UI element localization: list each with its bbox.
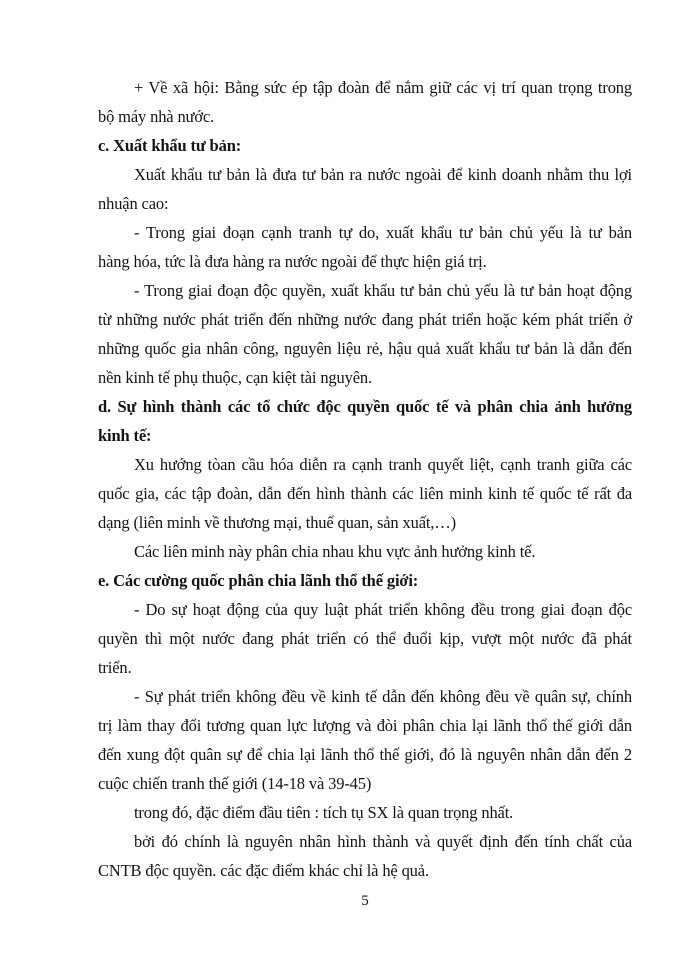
text-line: bộ máy nhà nước. [98,107,215,126]
paragraph [98,595,632,682]
text-line: quyền thì một nước đang phát triển có thể đuổi kịp, vượt một nước đã phát [98,629,632,648]
text-line: bởi đó chính là nguyên nhân hình thành và quyết định đến tính chất của [134,832,632,851]
text-line: trong đó, đặc điểm đầu tiên : tích tụ SX là quan trọng nhất. [134,803,514,822]
text-line: dạng (liên minh về thương mại, thuế quan, sản xuất,…) [98,513,456,532]
text-line: + Về xã hội: Bằng sức ép tập đoàn để nắm giữ các vị trí quan trọng trong [134,78,632,97]
text-line: hàng hóa, tức là đưa hàng ra nước ngoài để thực hiện giá trị. [98,252,487,271]
text-line: từ những nước phát triển đến những nước đang phát triển hoặc kém phát triển ở [98,310,632,329]
text-line: Các liên minh này phân chia nhau khu vực ảnh hưởng kinh tế. [134,542,536,561]
page-footer [98,891,632,911]
text-line: Xuất khẩu tư bản là đưa tư bản ra nước ngoài để kinh doanh nhằm thu lợi [134,165,632,184]
text-line: Xu hướng tòan cầu hóa diễn ra cạnh tranh quyết liệt, cạnh tranh giữa các [134,455,632,474]
text-line: CNTB độc quyền. các đặc điểm khác chỉ là hệ quả. [98,861,429,880]
paragraph [98,798,632,827]
document-body [98,73,632,885]
text-line: quốc gia, các tập đoàn, dẫn đến hình thành các liên minh kinh tế quốc tế rất đa [98,484,632,503]
section-heading [98,392,632,450]
paragraph [98,160,632,218]
text-line: - Trong giai đoạn độc quyền, xuất khẩu tư bản chủ yếu là tư bản hoạt động [134,281,632,300]
text-line: - Do sự hoạt động của quy luật phát triển không đều trong giai đoạn độc [134,600,632,619]
section-heading [98,566,632,595]
text-line: cuộc chiến tranh thế giới (14-18 và 39-45) [98,774,372,793]
text-line: c. Xuất khẩu tư bản: [98,136,242,155]
paragraph [98,73,632,131]
text-line: triển. [98,658,132,677]
text-line: những quốc gia nhân công, nguyên liệu rẻ, hậu quả xuất khẩu tư bản là dẫn đến [98,339,632,358]
paragraph [98,218,632,276]
text-line: e. Các cường quốc phân chia lãnh thổ thế giới: [98,571,419,590]
text-line: đến xung đột quân sự để chia lại lãnh thổ thế giới, đó là nguyên nhân dẫn đến 2 [98,745,632,764]
text-line: trị làm thay đổi tương quan lực lượng và đòi phân chia lại lãnh thổ thế giới dẫn [98,716,632,735]
page-number: 5 [361,893,369,909]
text-line: nền kinh tế phụ thuộc, cạn kiệt tài nguyên. [98,368,372,387]
paragraph [98,276,632,392]
paragraph [98,537,632,566]
text-line: kinh tế: [98,426,152,445]
text-line: nhuận cao: [98,194,169,213]
paragraph [98,450,632,537]
paragraph [98,682,632,798]
paragraph [98,827,632,885]
text-line: d. Sự hình thành các tổ chức độc quyền quốc tế và phân chia ảnh hưởng [98,397,632,416]
section-heading [98,131,632,160]
text-line: - Sự phát triển không đều về kinh tế dẫn đến không đều về quân sự, chính [134,687,632,706]
text-line: - Trong giai đoạn cạnh tranh tự do, xuất khẩu tư bản chủ yếu là tư bản [134,223,632,242]
